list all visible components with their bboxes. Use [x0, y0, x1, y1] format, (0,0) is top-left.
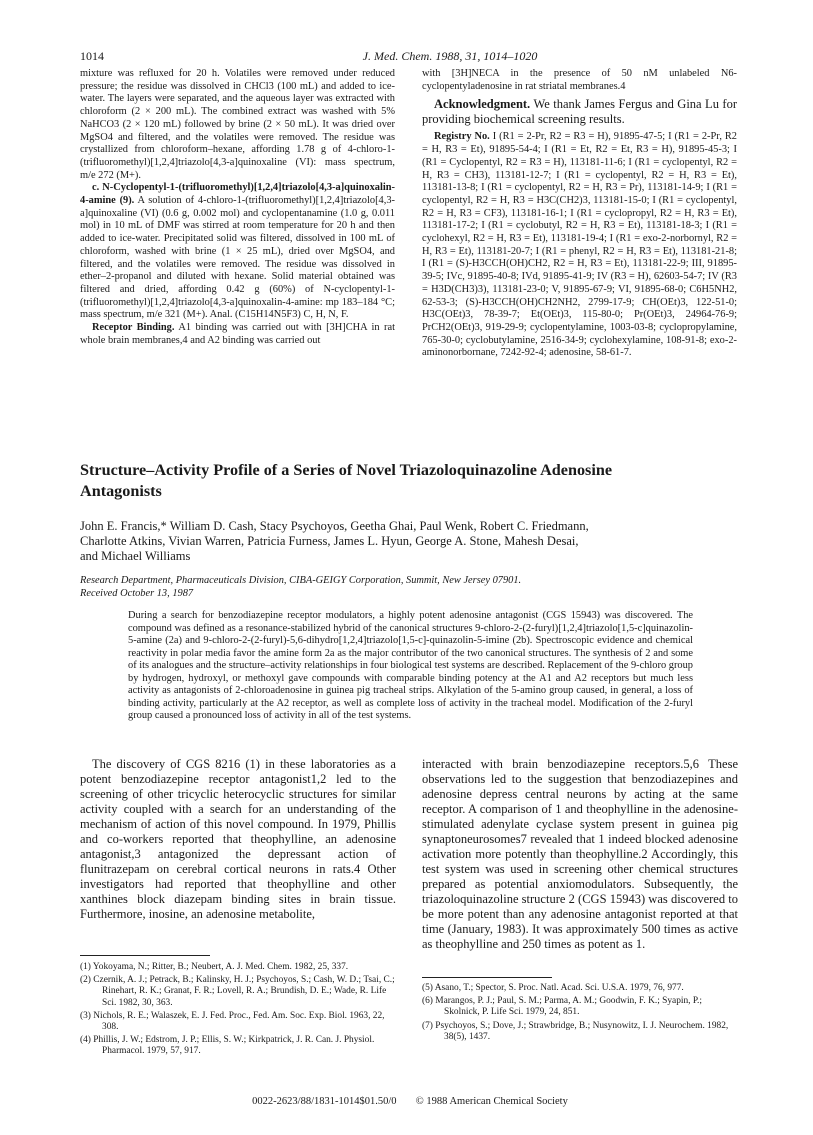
registry-heading: Registry No. — [434, 131, 490, 143]
intro-right-column: interacted with brain benzodiazepine receptors.5,6 These observations led to the suggestion that benzodiazepines and adenosine depress central neurons by acting at the same receptor. A comparison of 1 and theophylline in the adenosine-stimulated adenylate cyclase system present in guinea pig synaptoneurosomes7 revealed that 1 indeed blocked adenosine activation more potently than theophylline.2 Accordingly, this test system was used in screening other chemical structures prepared as potential anxiomodulators. Subsequently, the triazoloquinazoline structure 2 (CGS 15943) was discovered to be more potent than any adenosine antagonist reported at that time (January, 1983). It was approximately 500 times as active as theophylline and 250 times as potent as 1. — [422, 757, 738, 951]
compound-9-heading: c. N-Cyclopentyl-1-(trifluoromethyl)[1,2,4]triazolo[4,3-a]quinoxalin-4-amine (9). — [80, 182, 395, 207]
copyright: © 1988 American Chemical Society — [415, 1096, 568, 1107]
binding-continuation: with [3H]NECA in the presence of 50 nM unlabeled N6-cyclopentyladenosine in rat striatal membranes.4 — [422, 68, 737, 92]
acknowledgment — [422, 97, 737, 127]
footnotes-right — [422, 983, 738, 1045]
footnote-7: (7) Psychoyos, S.; Dove, J.; Strawbridge, B.; Nusynowitz, I. J. Neurochem. 1982, 38(5), 1437. — [422, 1020, 729, 1042]
intro-left-column: The discovery of CGS 8216 (1) in these laboratories as a potent benzodiazepine receptor antagonist1,2 led to the screening of other tricyclic heterocyclic structures for similar activity coupled with a search for an understanding of the mechanism of action of this novel compound. In 1979, Phillis and co-workers reported that theophylline, an adenosine antagonist,3 antagonized the depressant action of flunitrazepam on cerebral cortical neurons in rats.4 Other investigators had reported that theophylline and other xanthines block diazepam binding sites in brain tissue. Furthermore, inosine, an adenosine metabolite, — [80, 757, 396, 921]
affiliation-block — [80, 575, 740, 600]
registry-body: I (R1 = 2-Pr, R2 = R3 = H), 91895-47-5; I (R1 = 2-Pr, R2 = H, R3 = Et), 91895-54-4; I (R1 = Et, R2 = Et, R3 = H), 91895-45-3; I (R1 = Cyclopentyl, R2 = R3 = H), 113181-11-6; I (R1 = cyclopentyl, R2 = H, R3 = CH3), 113181-12-7; I (R1 = cyclopentyl, R2 = H, R3 = Et), 113181-13-8; I (R1 = cyclopentyl, R2 = H, R3 = Pr), 113181-14-9; I (R1 = cyclopentyl, R2 = H, R3 = H3C(CH2)3, 113181-15-0; I (R1 = cyclopentyl, R2 = H, R3 = CF3), 113181-16-1; I (R1 = cyclopropyl, R2 = H, R3 = Et), 113181-17-2; I (R1 = cyclobutyl, R2 = H, R3 = Et), 113181-18-3; I (R1 = cyclohexyl, R2 = H, R3 = Et), 113181-19-4; I (R1 = exo-2-norbornyl, R2 = H, R3 = Et), 113181-20-7; I (R1 = phenyl, R2 = H, R3 = Et), 113181-21-8; I (R1 = (S)-H3CCH(OH)CH2, R2 = H, R3 = Et), 113181-22-9; III, 91895-39-5; IVc, 91895-40-8; IVd, 91895-41-9; IV (R3 = H), 62603-54-7; IV (R3 = H3D(CH3)3), 113181-23-0; V, 91895-67-9; VI, 91895-68-0; C6H5NH2, 62-53-3; (S)-H3CCH(OH)CH2NH2, 2799-17-9; CH(OEt)3, 122-51-0; H3C(OEt)3, 78-39-7; Et(OEt)3, 115-80-0; Pr(OEt)3, 24964-76-9; PrCH2(OEt)3, 919-29-9; cyclopentylamine, 1003-03-8; cyclopropylamine, 765-30-0; cyclobutylamine, 2516-34-9; cyclohexylamine, 108-91-8; exo-2-aminonorbornane, 7242-92-4; adenosine, 58-61-7. — [422, 131, 737, 359]
footnote-5: (5) Asano, T.; Spector, S. Proc. Natl. Acad. Sci. U.S.A. 1979, 76, 977. — [422, 983, 684, 993]
title-line-1: Structure–Activity Profile of a Series of Novel Triazoloquinazoline Adenosine — [80, 461, 613, 479]
experimental-section — [80, 68, 395, 347]
right-top-section — [422, 68, 737, 360]
footnotes-left — [80, 962, 396, 1060]
compound-9-body: A solution of 4-chloro-1-(trifluoromethyl)[1,2,4]triazolo[4,3-a]quinoxaline (VI) (0.6 g, 0.002 mol) and cyclopentanamine (1.0 g, 0.011 mol) in 10 mL of DMF was stirred at room temperature for 20 h and then added to ice-water. Precipitated solid was filtered, dissolved in 100 mL of chloroform, washed with brine (1 × 25 mL), dried over MgSO4, and filtered, and the volatiles were removed. The residue was dissolved in ether–2-propanol and diluted with hexane. Solid material obtained was filtered and dried, affording 0.42 g (60%) of N-cyclopentyl-1-(trifluoromethyl)[1,2,4]triazolo[4,3-a]quinoxalin-4-amine: mp 183–184 °C; mass spectrum, m/e 321 (M+). Anal. (C15H14N5F3) C, H, N, F. — [80, 195, 395, 321]
article-title — [80, 460, 740, 502]
page-footer — [200, 1096, 620, 1107]
footnote-4: (4) Phillis, J. W.; Edstrom, J. P.; Ellis, S. W.; Kirkpatrick, J. R. Can. J. Physiol. Pharmacol. 1979, 57, 917. — [80, 1035, 375, 1057]
receptor-binding-para — [80, 322, 395, 347]
authors-line-2: Charlotte Atkins, Vivian Warren, Patricia Furness, James L. Hyun, George A. Stone, Mahesh Desai, — [80, 534, 579, 548]
page-number: 1014 — [80, 49, 104, 63]
authors-line-3: and Michael Williams — [80, 549, 191, 563]
received-date: Received October 13, 1987 — [80, 587, 194, 599]
ack-body: We thank James Fergus and Gina Lu for providing biochemical screening results. — [422, 97, 737, 127]
abstract: During a search for benzodiazepine receptor modulators, a highly potent adenosine antagonist (CGS 15943) was discovered. The compound was defined as a resonance-stabilized hybrid of the canonical structures 9-chloro-2-(2-furyl)[1,2,4]triazolo[1,5-c]quinazolin-5-amine (2a) and 9-chloro-2-(2-furyl)-5,6-dihydro[1,2,4]triazolo[1,5-c]-quinazolin-5-imine (2b). Spectroscopic evidence and chemical reactivity in polar media favor the amine form 2a as the major contributor of the two canonical structures. The synthesis of 2 and some of its analogues and the structure–activity relationships in four biological test systems are described. Replacement of the 9-chloro group by hydrogen, hydroxyl, or methoxyl gave compounds with comparable binding potency at the A1 and A2 receptors but much less activity as antagonists of 2-chloroadenosine in guinea pig tracheal strips. Alkylation of the 5-amino group caused, in general, a loss of binding activity, particularly at the A2 receptor, as well as complete loss of activity in the tracheal model. Modification of the 2-furyl group caused a pronounced loss of activity in all of the test systems. — [128, 610, 693, 721]
receptor-binding-body: A1 binding was carried out with [3H]CHA in rat whole brain membranes,4 and A2 binding was carried out — [80, 322, 395, 346]
footnote-6: (6) Marangos, P. J.; Paul, S. M.; Parma, A. M.; Goodwin, F. K.; Syapin, P.; Skolnick, P. Life Sci. 1979, 24, 851. — [422, 996, 702, 1018]
author-list — [80, 519, 740, 564]
receptor-binding-heading: Receptor Binding. — [92, 322, 175, 334]
experimental-para-1: mixture was refluxed for 20 h. Volatiles were removed under reduced pressure; the residue was dissolved in CHCl3 (100 mL) and added to ice-water. The layers were separated, and the aqueous layer was extracted with chloroform (2 × 200 mL). The combined extract was washed with 5% NaHCO3 (2 × 120 mL) followed by brine (2 × 50 mL). It was dried over MgSO4 and filtered, and the volatiles were removed. The residue was crystallized from chloroform–hexane, affording 1.78 g of 4-chloro-1-(trifluoromethyl)[1,2,4]triazolo[4,3-a]quinoxaline (VI): mass spectrum, m/e 272 (M+). — [80, 68, 395, 181]
footnote-1: (1) Yokoyama, N.; Ritter, B.; Neubert, A. J. Med. Chem. 1982, 25, 337. — [80, 962, 349, 972]
issn-code: 0022-2623/88/1831-1014$01.50/0 — [252, 1096, 397, 1107]
authors-line-1: John E. Francis,* William D. Cash, Stacy Psychoyos, Geetha Ghai, Paul Wenk, Robert C. Friedmann, — [80, 519, 589, 533]
journal-header: J. Med. Chem. 1988, 31, 1014–1020 — [362, 49, 538, 63]
affiliation: Research Department, Pharmaceuticals Division, CIBA-GEIGY Corporation, Summit, New Jersey 07901. — [80, 575, 522, 586]
title-line-2: Antagonists — [80, 482, 162, 500]
experimental-para-2 — [80, 182, 395, 322]
footnote-2: (2) Czernik, A. J.; Petrack, B.; Kalinsky, H. J.; Psychoyos, S.; Cash, W. D.; Tsai, C.; Rinehart, R. K.; Granat, F. R.; Lovell, R. A.; Brundish, D. E.; Wade, R. Life Sci. 1982, 30, 363. — [80, 975, 395, 1008]
footnote-rule-left — [80, 955, 210, 956]
registry-numbers — [422, 131, 737, 360]
footnote-3: (3) Nichols, R. E.; Walaszek, E. J. Fed. Proc., Fed. Am. Soc. Exp. Biol. 1963, 22, 308. — [80, 1010, 385, 1033]
ack-heading: Acknowledgment. — [434, 97, 531, 112]
footnote-rule-right — [422, 977, 552, 978]
